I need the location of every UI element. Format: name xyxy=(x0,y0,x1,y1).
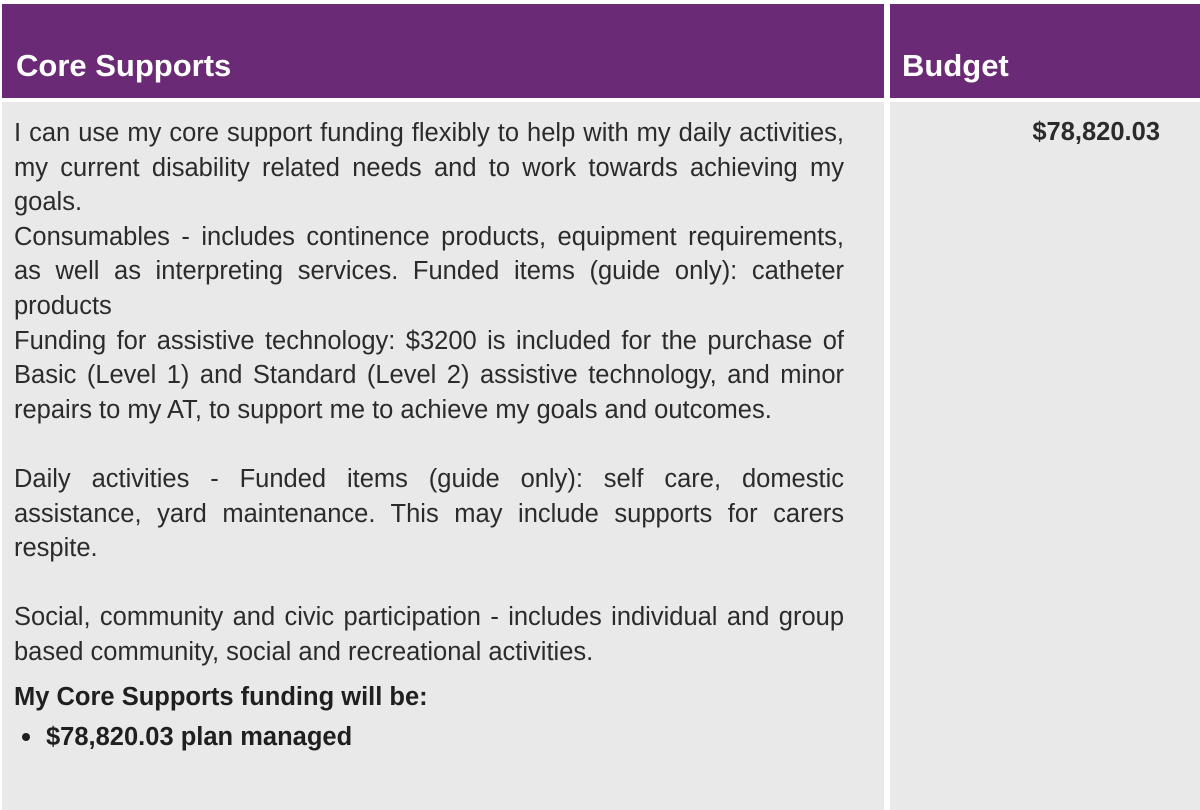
core-supports-header xyxy=(2,4,884,98)
social-participation-paragraph: Social, community and civic participation - includes individual and group based community, social and recreational activities. xyxy=(14,603,844,666)
core-supports-description-cell xyxy=(2,102,884,810)
daily-activities-paragraph: Daily activities - Funded items (guide only): self care, domestic assistance, yard maintenance. This may include supports for carers respite. xyxy=(14,464,844,563)
paragraph-gap xyxy=(14,427,844,462)
bullet-icon xyxy=(22,733,30,741)
funding-title: My Core Supports funding will be: xyxy=(14,682,428,711)
core-supports-header-label: Core Supports xyxy=(16,48,232,83)
consumables-paragraph: Consumables - includes continence products, equipment requirements, as well as interpreting services. Funded items (guide only): catheter products xyxy=(14,222,844,320)
budget-cell xyxy=(890,102,1200,810)
intro-paragraph: I can use my core support funding flexibly to help with my daily activities, my current disability related needs and to work towards achieving my goals. xyxy=(14,119,844,217)
paragraph-gap xyxy=(14,566,844,601)
assistive-technology-paragraph: Funding for assistive technology: $3200 is included for the purchase of Basic (Level 1) and Standard (Level 2) assistive technology, and minor repairs to my AT, to support me to achieve my goals and outcomes. xyxy=(14,326,844,424)
budget-header-label: Budget xyxy=(902,48,1009,83)
funding-bullet-text: $78,820.03 plan managed xyxy=(46,722,353,751)
budget-header xyxy=(890,4,1200,98)
budget-value: $78,820.03 xyxy=(1032,118,1160,146)
funding-bullet-item xyxy=(14,720,844,754)
